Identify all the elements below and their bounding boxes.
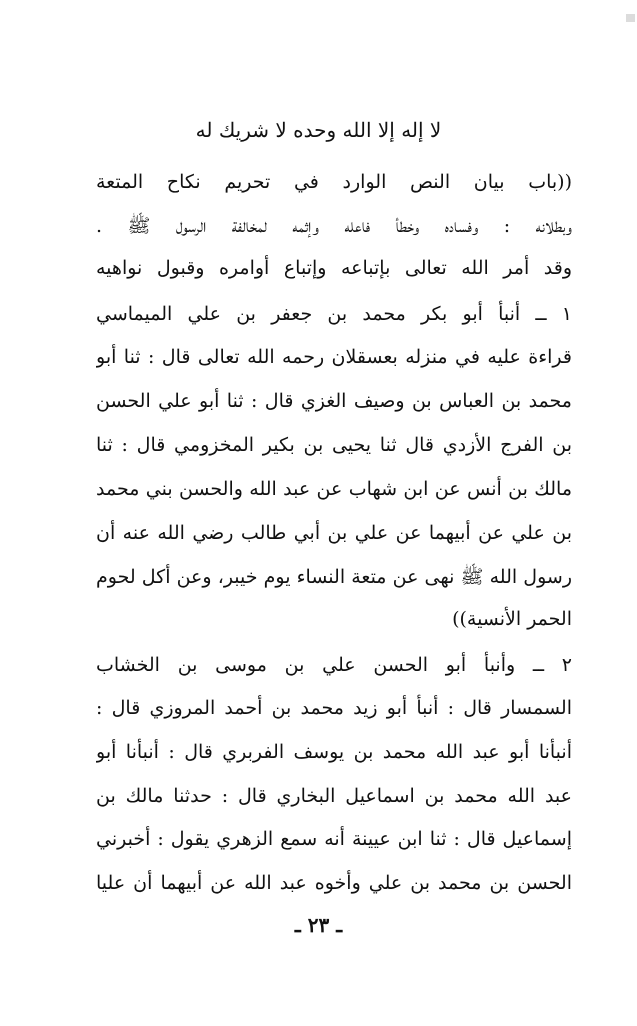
page-heading: لا إله إلا الله وحده لا شريك له [195,118,442,142]
text-line: مالك بن أنس عن ابن شهاب عن عبد الله والحسن بني محمد [96,478,572,500]
text-line: ٢ ــ وأنبأ أبو الحسن علي بن موسى بن الخشاب [96,654,572,676]
text-line: قراءة عليه في منزله بعسقلان رحمه الله تعالى قال : ثنا أبو [96,346,572,368]
text-line: ((باب بيان النص الوارد في تحريم نكاح المتعة [96,171,572,193]
text-line: السمسار قال : أنبأ أبو زيد محمد بن أحمد المروزي قال : [96,697,572,719]
text-line: إسماعيل قال : ثنا ابن عيينة أنه سمع الزهري يقول : أخبرني [96,828,572,850]
text-line: عبد الله محمد بن اسماعيل البخاري قال : حدثنا مالك بن [96,785,572,807]
text-line: بن الفرج الأزدي قال ثنا يحيى بن بكير المخزومي قال : ثنا [96,434,572,456]
scan-artifact [626,14,635,22]
text-line: أنبأنا أبو عبد الله محمد بن يوسف الفربري قال : أنبأنا أبو [96,741,572,763]
text-line: وقد أمر الله تعالى بإتباعه وإتباع أوامره وقبول نواهيه [96,257,572,279]
text-line: الحسن بن محمد بن علي وأخوه عبد الله عن أبيهما أن عليا [96,872,572,894]
text-line: محمد بن العباس بن وصيف الغزي قال : ثنا أبو علي الحسن [96,390,572,412]
text-line: ١ ــ أنبأ أبو بكر محمد بن جعفر بن علي الميماسي [96,303,572,325]
page-number: ـ ٢٣ ـ [294,913,343,937]
body-text [96,0,572,1026]
text-line: الحمر الأنسية)) [452,608,572,630]
text-line: وبطلانه : وفساده وخطأ فاعله وإثمه لمخالفة الرسول ﷺ . [96,215,572,237]
text-line: بن علي عن أبيهما عن علي بن أبي طالب رضي الله عنه أن [96,522,572,544]
text-line: رسول الله ﷺ نهى عن متعة النساء يوم خيبر، وعن أكل لحوم [96,566,572,588]
